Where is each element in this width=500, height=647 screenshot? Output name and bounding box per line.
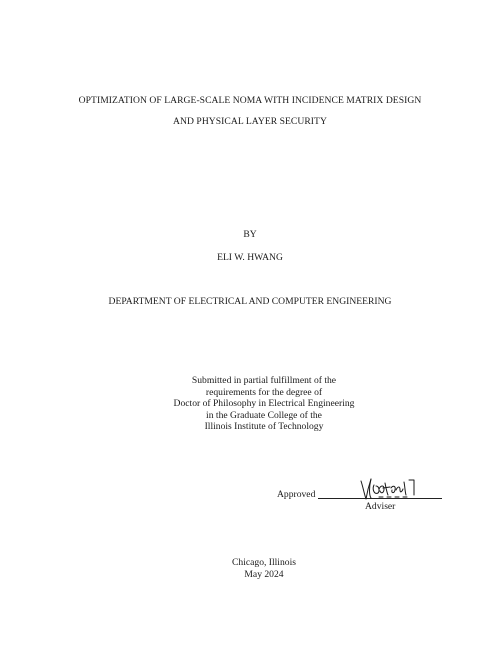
submission-line-4: in the Graduate College of the: [206, 409, 322, 421]
approved-label: Approved: [277, 489, 316, 500]
thesis-title-line-1: OPTIMIZATION OF LARGE-SCALE NOMA WITH INCIDENCE MATRIX DESIGN: [78, 95, 422, 106]
by-label: BY: [243, 229, 257, 240]
submission-line-2: requirements for the degree of: [205, 386, 323, 398]
adviser-signature: [357, 473, 427, 503]
author-name: ELI W. HWANG: [217, 252, 283, 263]
department-name: DEPARTMENT OF ELECTRICAL AND COMPUTER ENGINEERING: [108, 296, 392, 307]
adviser-label: Adviser: [365, 501, 396, 512]
place-and-date: [0, 557, 500, 580]
submission-statement: [0, 375, 500, 433]
submission-date: May 2024: [244, 568, 284, 580]
place-city: Chicago, Illinois: [232, 557, 296, 568]
submission-line-3: Doctor of Philosophy in Electrical Engineering: [173, 398, 355, 409]
submission-line-5: Illinois Institute of Technology: [204, 421, 324, 432]
submission-line-1: Submitted in partial fulfillment of the: [191, 375, 337, 386]
thesis-title-line-2: AND PHYSICAL LAYER SECURITY: [173, 116, 327, 127]
approval-row: [277, 489, 447, 503]
